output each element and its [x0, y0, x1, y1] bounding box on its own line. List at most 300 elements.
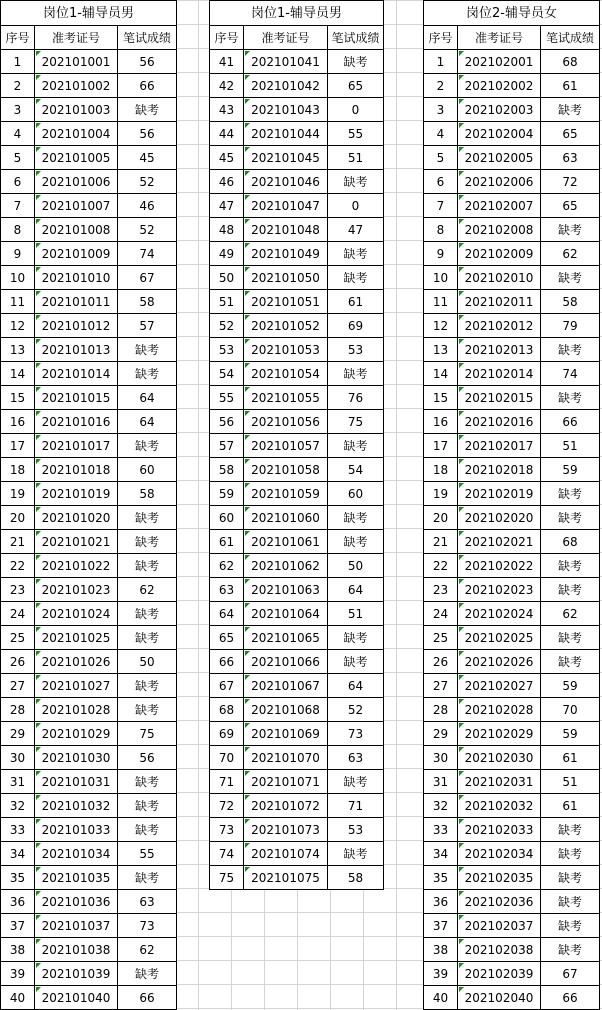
score-cell: 缺考 — [118, 338, 177, 362]
table-row — [424, 362, 600, 386]
seq-cell: 43 — [210, 98, 244, 122]
score-cell: 67 — [541, 962, 600, 986]
score-cell: 缺考 — [118, 698, 177, 722]
table-row — [1, 98, 177, 122]
table-row — [1, 842, 177, 866]
table-row — [424, 74, 600, 98]
table-row — [210, 698, 384, 722]
exam-id-cell: 202101025 — [35, 626, 118, 650]
seq-cell: 28 — [424, 698, 458, 722]
score-cell: 73 — [118, 914, 177, 938]
seq-cell: 51 — [210, 290, 244, 314]
seq-cell: 69 — [210, 722, 244, 746]
table-row — [210, 602, 384, 626]
table-row — [210, 170, 384, 194]
exam-id-cell: 202102017 — [458, 434, 541, 458]
score-cell: 缺考 — [541, 506, 600, 530]
table-row — [210, 434, 384, 458]
table-row — [210, 98, 384, 122]
score-cell: 72 — [541, 170, 600, 194]
exam-id-cell: 202101064 — [244, 602, 328, 626]
score-cell: 缺考 — [328, 434, 384, 458]
exam-id-cell: 202102016 — [458, 410, 541, 434]
score-cell: 缺考 — [541, 938, 600, 962]
table-row — [1, 266, 177, 290]
seq-cell: 18 — [424, 458, 458, 482]
seq-cell: 12 — [424, 314, 458, 338]
score-cell: 66 — [118, 74, 177, 98]
seq-cell: 7 — [1, 194, 35, 218]
seq-cell: 72 — [210, 794, 244, 818]
score-cell: 52 — [118, 218, 177, 242]
score-cell: 缺考 — [118, 506, 177, 530]
score-cell: 46 — [118, 194, 177, 218]
seq-cell: 29 — [424, 722, 458, 746]
exam-id-cell: 202101012 — [35, 314, 118, 338]
score-cell: 59 — [541, 722, 600, 746]
table-row — [210, 650, 384, 674]
exam-id-cell: 202101059 — [244, 482, 328, 506]
seq-cell: 14 — [1, 362, 35, 386]
score-cell: 67 — [118, 266, 177, 290]
table-row — [424, 674, 600, 698]
seq-cell: 58 — [210, 458, 244, 482]
exam-id-cell: 202102010 — [458, 266, 541, 290]
score-cell: 64 — [118, 410, 177, 434]
table-row — [210, 482, 384, 506]
exam-id-cell: 202102034 — [458, 842, 541, 866]
table-row — [1, 314, 177, 338]
exam-id-cell: 202102026 — [458, 650, 541, 674]
score-cell: 61 — [541, 746, 600, 770]
seq-cell: 20 — [1, 506, 35, 530]
header-seq: 序号 — [424, 26, 458, 50]
exam-id-cell: 202101010 — [35, 266, 118, 290]
seq-cell: 13 — [1, 338, 35, 362]
exam-id-cell: 202102023 — [458, 578, 541, 602]
exam-id-cell: 202102003 — [458, 98, 541, 122]
score-cell: 缺考 — [541, 482, 600, 506]
score-cell: 缺考 — [541, 98, 600, 122]
table-row — [424, 266, 600, 290]
table-row — [1, 818, 177, 842]
table-row — [1, 938, 177, 962]
exam-id-cell: 202102021 — [458, 530, 541, 554]
exam-id-cell: 202101034 — [35, 842, 118, 866]
score-cell: 缺考 — [541, 554, 600, 578]
exam-id-cell: 202101002 — [35, 74, 118, 98]
score-cell: 47 — [328, 218, 384, 242]
table-row — [210, 338, 384, 362]
score-cell: 缺考 — [541, 842, 600, 866]
score-cell: 缺考 — [328, 650, 384, 674]
seq-cell: 32 — [1, 794, 35, 818]
table-row — [424, 602, 600, 626]
seq-cell: 22 — [424, 554, 458, 578]
seq-cell: 71 — [210, 770, 244, 794]
seq-cell: 61 — [210, 530, 244, 554]
score-cell: 63 — [541, 146, 600, 170]
table-row — [424, 290, 600, 314]
seq-cell: 47 — [210, 194, 244, 218]
exam-id-cell: 202101024 — [35, 602, 118, 626]
seq-cell: 10 — [1, 266, 35, 290]
score-cell: 58 — [118, 290, 177, 314]
table-row — [424, 242, 600, 266]
exam-id-cell: 202101047 — [244, 194, 328, 218]
table-row — [1, 242, 177, 266]
score-cell: 缺考 — [118, 530, 177, 554]
exam-id-cell: 202101030 — [35, 746, 118, 770]
seq-cell: 28 — [1, 698, 35, 722]
exam-id-cell: 202101063 — [244, 578, 328, 602]
seq-cell: 24 — [424, 602, 458, 626]
exam-id-cell: 202102039 — [458, 962, 541, 986]
score-cell: 65 — [541, 122, 600, 146]
seq-cell: 2 — [424, 74, 458, 98]
header-row — [1, 26, 177, 50]
score-cell: 60 — [118, 458, 177, 482]
score-cell: 缺考 — [328, 506, 384, 530]
table-row — [424, 170, 600, 194]
exam-id-cell: 202101018 — [35, 458, 118, 482]
seq-cell: 31 — [424, 770, 458, 794]
table-row — [424, 890, 600, 914]
header-score: 笔试成绩 — [118, 26, 177, 50]
score-cell: 70 — [541, 698, 600, 722]
exam-id-cell: 202101027 — [35, 674, 118, 698]
seq-cell: 16 — [424, 410, 458, 434]
exam-id-cell: 202102027 — [458, 674, 541, 698]
table-row — [1, 362, 177, 386]
seq-cell: 8 — [424, 218, 458, 242]
score-cell: 缺考 — [118, 98, 177, 122]
exam-id-cell: 202101029 — [35, 722, 118, 746]
score-cell: 56 — [118, 746, 177, 770]
score-cell: 56 — [118, 122, 177, 146]
exam-id-cell: 202101056 — [244, 410, 328, 434]
score-cell: 缺考 — [541, 266, 600, 290]
exam-id-cell: 202102020 — [458, 506, 541, 530]
table-row — [424, 626, 600, 650]
seq-cell: 12 — [1, 314, 35, 338]
table-row — [1, 914, 177, 938]
exam-id-cell: 202101043 — [244, 98, 328, 122]
exam-id-cell: 202101062 — [244, 554, 328, 578]
table-row — [210, 578, 384, 602]
seq-cell: 9 — [1, 242, 35, 266]
score-cell: 56 — [118, 50, 177, 74]
score-cell: 缺考 — [328, 626, 384, 650]
exam-id-cell: 202101052 — [244, 314, 328, 338]
seq-cell: 40 — [1, 986, 35, 1010]
seq-cell: 37 — [1, 914, 35, 938]
exam-id-cell: 202101001 — [35, 50, 118, 74]
table-row — [424, 866, 600, 890]
seq-cell: 2 — [1, 74, 35, 98]
header-exam-id: 准考证号 — [244, 26, 328, 50]
table-row — [1, 722, 177, 746]
seq-cell: 35 — [424, 866, 458, 890]
exam-id-cell: 202102032 — [458, 794, 541, 818]
table-row — [1, 170, 177, 194]
exam-id-cell: 202101017 — [35, 434, 118, 458]
table-title-row — [1, 1, 177, 26]
exam-id-cell: 202101061 — [244, 530, 328, 554]
exam-id-cell: 202101014 — [35, 362, 118, 386]
seq-cell: 4 — [424, 122, 458, 146]
table-row — [210, 50, 384, 74]
seq-cell: 17 — [1, 434, 35, 458]
exam-id-cell: 202102001 — [458, 50, 541, 74]
exam-id-cell: 202102006 — [458, 170, 541, 194]
seq-cell: 19 — [1, 482, 35, 506]
exam-id-cell: 202102037 — [458, 914, 541, 938]
table-row — [424, 530, 600, 554]
seq-cell: 7 — [424, 194, 458, 218]
seq-cell: 30 — [424, 746, 458, 770]
exam-id-cell: 202101033 — [35, 818, 118, 842]
table-row — [1, 338, 177, 362]
seq-cell: 66 — [210, 650, 244, 674]
score-cell: 69 — [328, 314, 384, 338]
seq-cell: 39 — [424, 962, 458, 986]
score-cell: 65 — [328, 74, 384, 98]
seq-cell: 52 — [210, 314, 244, 338]
table-row — [424, 410, 600, 434]
score-cell: 58 — [118, 482, 177, 506]
table-row — [1, 386, 177, 410]
header-exam-id: 准考证号 — [458, 26, 541, 50]
header-row — [210, 26, 384, 50]
seq-cell: 6 — [1, 170, 35, 194]
score-cell: 缺考 — [118, 554, 177, 578]
exam-id-cell: 202101013 — [35, 338, 118, 362]
table-row — [210, 74, 384, 98]
seq-cell: 44 — [210, 122, 244, 146]
seq-cell: 53 — [210, 338, 244, 362]
score-cell: 53 — [328, 338, 384, 362]
score-cell: 0 — [328, 98, 384, 122]
score-cell: 63 — [118, 890, 177, 914]
score-cell: 缺考 — [541, 914, 600, 938]
seq-cell: 57 — [210, 434, 244, 458]
table-row — [1, 698, 177, 722]
table-row — [424, 146, 600, 170]
exam-id-cell: 202101044 — [244, 122, 328, 146]
seq-cell: 3 — [1, 98, 35, 122]
seq-cell: 21 — [424, 530, 458, 554]
seq-cell: 26 — [424, 650, 458, 674]
seq-cell: 23 — [1, 578, 35, 602]
seq-cell: 40 — [424, 986, 458, 1010]
table-row — [1, 602, 177, 626]
seq-cell: 29 — [1, 722, 35, 746]
table-row — [210, 842, 384, 866]
table-row — [1, 146, 177, 170]
score-cell: 缺考 — [118, 602, 177, 626]
table-row — [1, 482, 177, 506]
exam-id-cell: 202101071 — [244, 770, 328, 794]
score-cell: 61 — [541, 74, 600, 98]
table-row — [210, 386, 384, 410]
exam-id-cell: 202101008 — [35, 218, 118, 242]
score-cell: 缺考 — [541, 626, 600, 650]
score-cell: 55 — [328, 122, 384, 146]
table-row — [210, 290, 384, 314]
seq-cell: 3 — [424, 98, 458, 122]
exam-id-cell: 202101058 — [244, 458, 328, 482]
exam-id-cell: 202101038 — [35, 938, 118, 962]
exam-id-cell: 202102035 — [458, 866, 541, 890]
exam-id-cell: 202101040 — [35, 986, 118, 1010]
table-row — [424, 722, 600, 746]
score-cell: 缺考 — [328, 170, 384, 194]
seq-cell: 64 — [210, 602, 244, 626]
table-title: 岗位2-辅导员女 — [424, 1, 600, 26]
table-row — [424, 962, 600, 986]
score-cell: 58 — [328, 866, 384, 890]
table-row — [1, 626, 177, 650]
exam-id-cell: 202101020 — [35, 506, 118, 530]
score-cell: 缺考 — [328, 530, 384, 554]
exam-id-cell: 202102008 — [458, 218, 541, 242]
exam-id-cell: 202102036 — [458, 890, 541, 914]
seq-cell: 31 — [1, 770, 35, 794]
score-cell: 缺考 — [118, 674, 177, 698]
exam-id-cell: 202102040 — [458, 986, 541, 1010]
score-cell: 缺考 — [541, 890, 600, 914]
table-row — [424, 218, 600, 242]
table-row — [210, 554, 384, 578]
exam-id-cell: 202102033 — [458, 818, 541, 842]
score-cell: 66 — [541, 986, 600, 1010]
table-row — [424, 842, 600, 866]
table-row — [424, 338, 600, 362]
seq-cell: 5 — [1, 146, 35, 170]
exam-id-cell: 202102028 — [458, 698, 541, 722]
seq-cell: 63 — [210, 578, 244, 602]
seq-cell: 24 — [1, 602, 35, 626]
exam-id-cell: 202101039 — [35, 962, 118, 986]
score-cell: 54 — [328, 458, 384, 482]
score-cell: 缺考 — [118, 770, 177, 794]
table-row — [210, 242, 384, 266]
seq-cell: 50 — [210, 266, 244, 290]
seq-cell: 74 — [210, 842, 244, 866]
exam-id-cell: 202102015 — [458, 386, 541, 410]
seq-cell: 1 — [1, 50, 35, 74]
seq-cell: 16 — [1, 410, 35, 434]
table-row — [210, 218, 384, 242]
table-row — [1, 554, 177, 578]
exam-id-cell: 202101035 — [35, 866, 118, 890]
score-cell: 缺考 — [118, 962, 177, 986]
exam-id-cell: 202101053 — [244, 338, 328, 362]
table-row — [210, 194, 384, 218]
table-row — [1, 530, 177, 554]
score-cell: 65 — [541, 194, 600, 218]
table-row — [1, 458, 177, 482]
score-cell: 75 — [328, 410, 384, 434]
exam-id-cell: 202102012 — [458, 314, 541, 338]
exam-id-cell: 202101057 — [244, 434, 328, 458]
seq-cell: 30 — [1, 746, 35, 770]
table-row — [210, 818, 384, 842]
header-seq: 序号 — [1, 26, 35, 50]
score-cell: 缺考 — [541, 386, 600, 410]
table-row — [210, 794, 384, 818]
table-title: 岗位1-辅导员男 — [1, 1, 177, 26]
score-cell: 61 — [328, 290, 384, 314]
seq-cell: 46 — [210, 170, 244, 194]
seq-cell: 56 — [210, 410, 244, 434]
exam-id-cell: 202101069 — [244, 722, 328, 746]
exam-id-cell: 202101068 — [244, 698, 328, 722]
score-cell: 71 — [328, 794, 384, 818]
table-row — [1, 122, 177, 146]
exam-id-cell: 202101042 — [244, 74, 328, 98]
seq-cell: 22 — [1, 554, 35, 578]
score-cell: 62 — [541, 242, 600, 266]
seq-cell: 25 — [1, 626, 35, 650]
table-row — [1, 410, 177, 434]
score-table-post2 — [423, 0, 600, 1010]
table-row — [210, 314, 384, 338]
seq-cell: 36 — [424, 890, 458, 914]
seq-cell: 27 — [424, 674, 458, 698]
exam-id-cell: 202102005 — [458, 146, 541, 170]
header-score: 笔试成绩 — [541, 26, 600, 50]
exam-id-cell: 202101036 — [35, 890, 118, 914]
score-cell: 缺考 — [328, 770, 384, 794]
exam-id-cell: 202101019 — [35, 482, 118, 506]
exam-id-cell: 202101015 — [35, 386, 118, 410]
score-cell: 59 — [541, 674, 600, 698]
seq-cell: 32 — [424, 794, 458, 818]
exam-id-cell: 202101051 — [244, 290, 328, 314]
table-row — [210, 530, 384, 554]
score-cell: 缺考 — [118, 362, 177, 386]
exam-id-cell: 202101049 — [244, 242, 328, 266]
table-row — [1, 218, 177, 242]
score-cell: 60 — [328, 482, 384, 506]
seq-cell: 19 — [424, 482, 458, 506]
table-row — [1, 650, 177, 674]
table-row — [210, 674, 384, 698]
seq-cell: 45 — [210, 146, 244, 170]
seq-cell: 15 — [424, 386, 458, 410]
table-row — [210, 722, 384, 746]
exam-id-cell: 202101011 — [35, 290, 118, 314]
table-title: 岗位1-辅导员男 — [210, 1, 384, 26]
exam-id-cell: 202102022 — [458, 554, 541, 578]
exam-id-cell: 202101022 — [35, 554, 118, 578]
exam-id-cell: 202101072 — [244, 794, 328, 818]
exam-id-cell: 202101055 — [244, 386, 328, 410]
score-cell: 62 — [541, 602, 600, 626]
score-cell: 缺考 — [328, 266, 384, 290]
exam-id-cell: 202102031 — [458, 770, 541, 794]
score-cell: 缺考 — [328, 362, 384, 386]
seq-cell: 67 — [210, 674, 244, 698]
table-row — [424, 746, 600, 770]
exam-id-cell: 202102025 — [458, 626, 541, 650]
exam-id-cell: 202101054 — [244, 362, 328, 386]
seq-cell: 38 — [1, 938, 35, 962]
table-row — [210, 458, 384, 482]
exam-id-cell: 202101066 — [244, 650, 328, 674]
